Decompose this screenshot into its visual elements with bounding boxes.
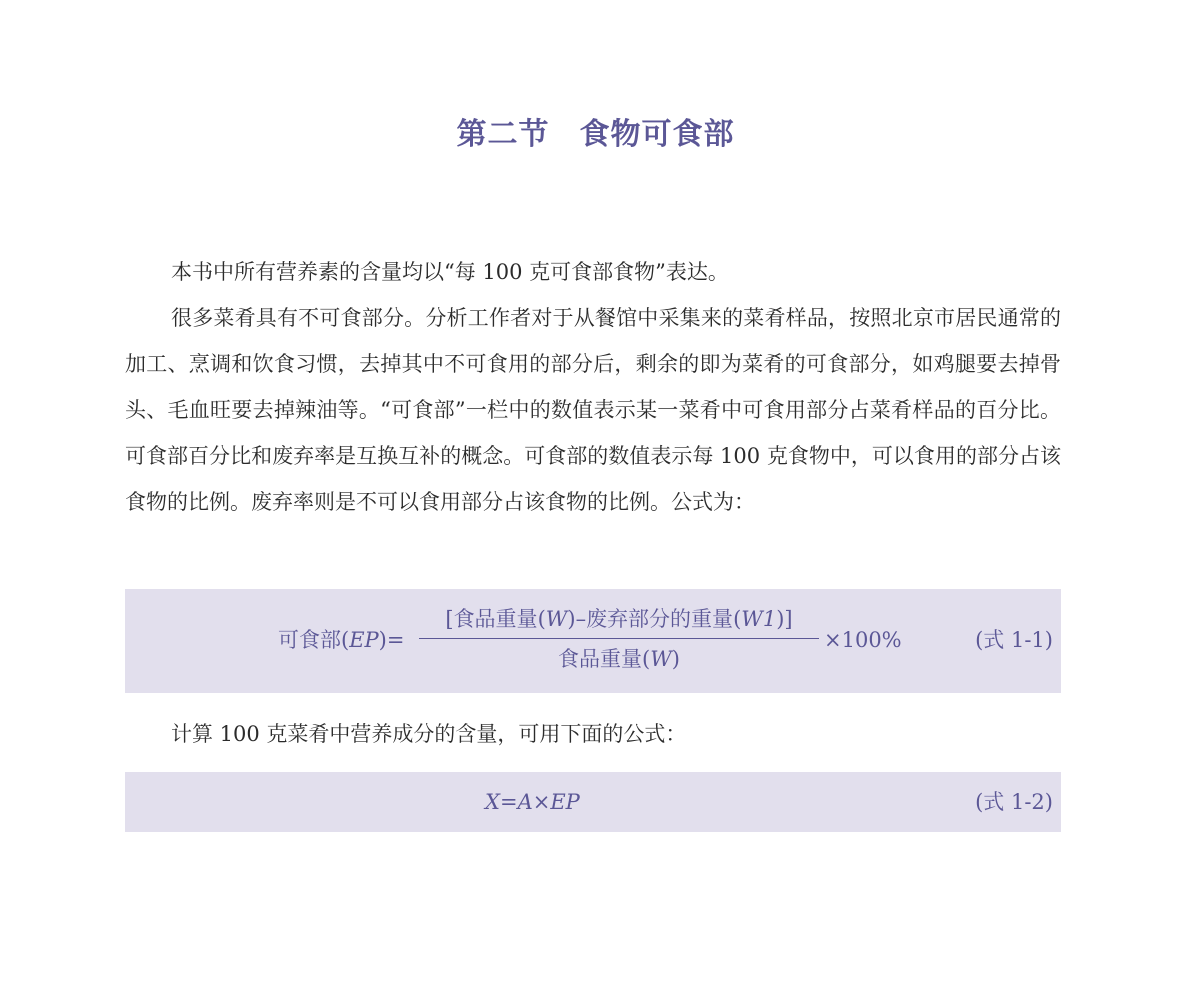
formula-1-number: (式 1-1)	[975, 628, 1053, 652]
formula-2-number: (式 1-2)	[975, 790, 1053, 814]
w1-variable: W1	[741, 607, 777, 631]
formula-1	[125, 589, 1061, 693]
minus-sign: –	[575, 607, 587, 631]
fraction-denominator: 食品重量(W)	[558, 647, 680, 671]
w-variable: W	[545, 607, 568, 631]
section-heading-text: 食物可食部	[579, 117, 735, 152]
bracket-open: [	[445, 607, 454, 631]
section-title	[0, 112, 1191, 158]
fraction-bar	[419, 638, 819, 639]
section-number: 第二节	[456, 117, 550, 152]
formula-box-1	[125, 589, 1061, 693]
formula-box-2	[125, 772, 1061, 832]
x-variable: X	[485, 790, 500, 814]
explanation-paragraph: 很多菜肴具有不可食部分。分析工作者对于从餐馆中采集来的菜肴样品，按照北京市居民通常的加工、烹调和饮食习惯，去掉其中不可食用的部分后，剩余的即为菜肴的可食部分，如鸡腿要去掉骨头、毛血旺要去掉辣油等。“可食部”一栏中的数值表示某一菜肴中可食用部分占菜肴样品的百分比。可食部百分比和废弃率是互换互补的概念。可食部的数值表示每 100 克食物中，可以食用的部分占该食物的比例。废弃率则是不可以食用部分占该食物的比例。公式为：	[125, 306, 1061, 514]
a-variable: A	[517, 790, 533, 814]
den-w-variable: W	[650, 647, 672, 671]
edible-portion-label: 可食部	[278, 628, 341, 652]
food-weight-label: 食品重量	[453, 607, 538, 631]
bracket-close: ]	[784, 607, 793, 631]
ep-variable: EP	[349, 628, 379, 652]
waste-weight-label: 废弃部分的重量	[586, 607, 734, 631]
intro-paragraph: 本书中所有营养素的含量均以“每 100 克可食部食物”表达。	[171, 260, 729, 284]
formula-1-lhs: 可食部(EP)=	[278, 628, 405, 652]
formula-1-fraction	[419, 603, 819, 675]
formula-1-multiplier: ×100%	[824, 628, 902, 652]
formula-2: X=A×EP	[485, 790, 580, 814]
fraction-numerator: [食品重量(W)–废弃部分的重量(W1)]	[445, 607, 793, 631]
ep-variable-2: EP	[550, 790, 580, 814]
den-food-weight-label: 食品重量	[558, 647, 642, 671]
calculation-paragraph: 计算 100 克菜肴中营养成分的含量，可用下面的公式：	[171, 722, 687, 746]
